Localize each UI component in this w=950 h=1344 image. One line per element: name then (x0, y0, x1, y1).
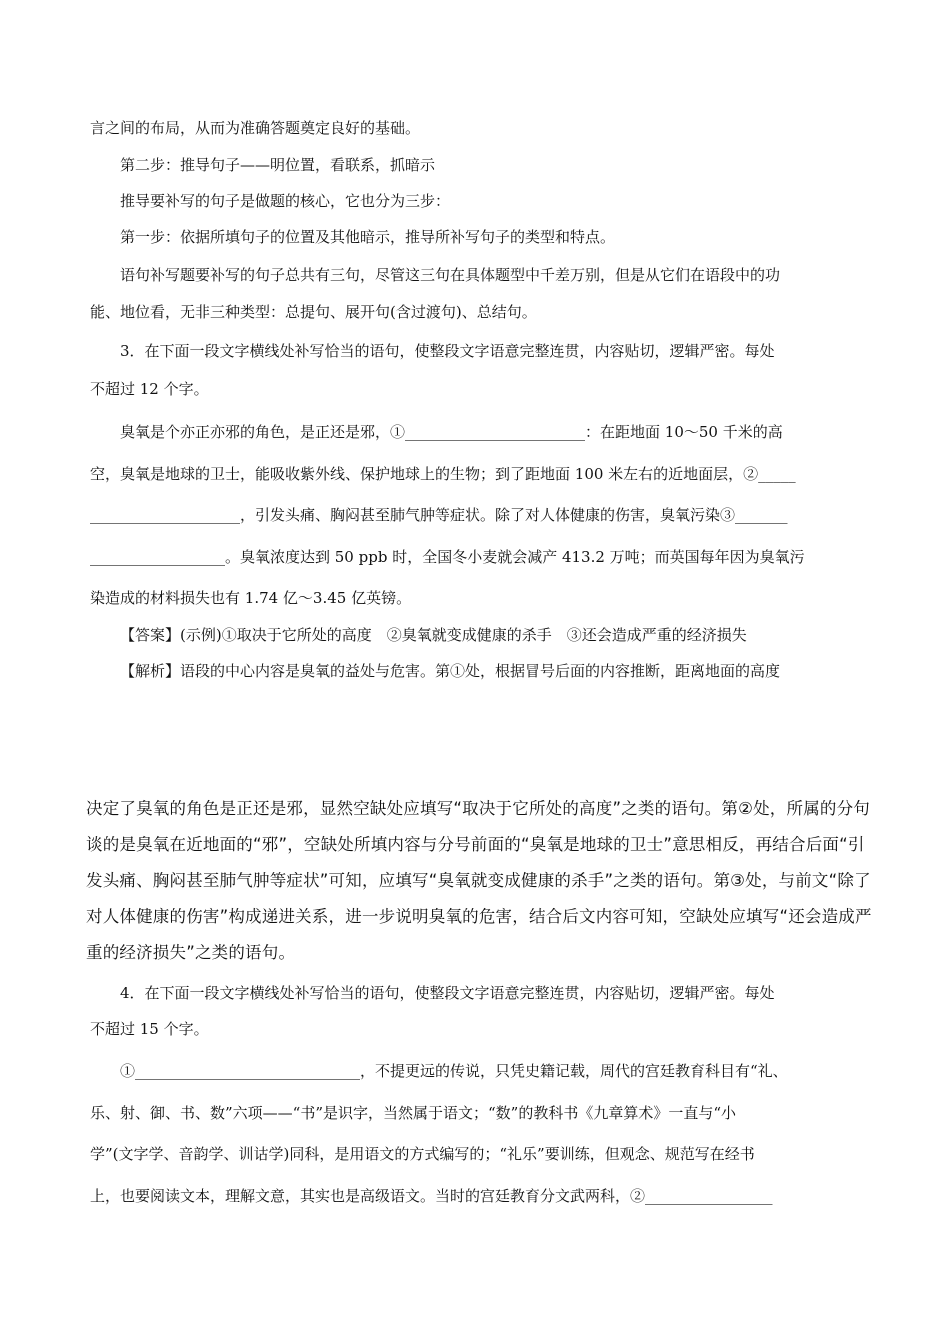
analysis-line: 重的经济损失”之类的语句。 (86, 943, 296, 962)
passage-line: ____________________，引发头痛、胸闷甚至肺气肿等症状。除了对人体健康的伤害，臭氧污染③_______ (90, 506, 788, 524)
analysis-line: 对人体健康的伤害”构成递进关系，进一步说明臭氧的危害，结合后文内容可知，空缺处应填写“还会造成严 (86, 907, 872, 926)
passage-line: 染造成的材料损失也有 1.74 亿～3.45 亿英镑。 (90, 589, 412, 607)
passage-line: 空，臭氧是地球的卫士，能吸收紫外线、保护地球上的生物；到了距地面 100 米左右的近地面层，②_____ (90, 465, 796, 483)
passage-line: 上，也要阅读文本，理解文意，其实也是高级语文。当时的宫廷教育分文武两科，②_________________ (90, 1187, 773, 1205)
question-3-prompt-cont: 不超过 12 个字。 (90, 380, 209, 398)
text-line: 第一步：依据所填句子的位置及其他暗示，推导所补写句子的类型和特点。 (120, 228, 616, 246)
answer-line: 【答案】(示例)①取决于它所处的高度 ②臭氧就变成健康的杀手 ③还会造成严重的经济损失 (120, 626, 747, 644)
passage-line: 乐、射、御、书、数”六项——“书”是识字，当然属于语文；“数”的教科书《九章算术》一直与“小 (90, 1104, 737, 1122)
question-4-prompt-cont: 不超过 15 个字。 (90, 1020, 209, 1038)
analysis-line: 谈的是臭氧在近地面的“邪”，空缺处所填内容与分号前面的“臭氧是地球的卫士”意思相反，再结合后面“引 (86, 835, 865, 854)
passage-line: ①______________________________，不提更远的传说，只凭史籍记载，周代的宫廷教育科目有“礼、 (120, 1062, 788, 1080)
text-line: 能、地位看，无非三种类型：总提句、展开句(含过渡句)、总结句。 (90, 303, 537, 321)
text-line: 推导要补写的句子是做题的核心，它也分为三步： (120, 192, 451, 210)
analysis-line: 【解析】语段的中心内容是臭氧的益处与危害。第①处，根据冒号后面的内容推断，距离地面的高度 (120, 662, 781, 680)
question-4-prompt: 4．在下面一段文字横线处补写恰当的语句，使整段文字语意完整连贯，内容贴切，逻辑严密。每处 (120, 984, 775, 1002)
question-3-prompt: 3．在下面一段文字横线处补写恰当的语句，使整段文字语意完整连贯，内容贴切，逻辑严密。每处 (120, 342, 775, 360)
analysis-line: 发头痛、胸闷甚至肺气肿等症状”可知，应填写“臭氧就变成健康的杀手”之类的语句。第③处，与前文“除了 (86, 871, 871, 890)
text-line: 言之间的布局，从而为准确答题奠定良好的基础。 (90, 119, 421, 137)
passage-line: 臭氧是个亦正亦邪的角色，是正还是邪，①________________________：在距地面 10～50 千米的高 (120, 423, 783, 441)
text-line: 语句补写题要补写的句子总共有三句，尽管这三句在具体题型中千差万别，但是从它们在语段中的功 (120, 266, 781, 284)
passage-line: __________________。臭氧浓度达到 50 ppb 时，全国冬小麦就会减产 413.2 万吨；而英国每年因为臭氧污 (90, 548, 805, 566)
passage-line: 学”(文字学、音韵学、训诂学)同科，是用语文的方式编写的；“礼乐”要训练，但观念、规范写在经书 (90, 1145, 755, 1163)
step-heading: 第二步：推导句子——明位置，看联系，抓暗示 (120, 156, 436, 174)
analysis-line: 决定了臭氧的角色是正还是邪，显然空缺处应填写“取决于它所处的高度”之类的语句。第②处，所属的分句 (86, 799, 870, 818)
